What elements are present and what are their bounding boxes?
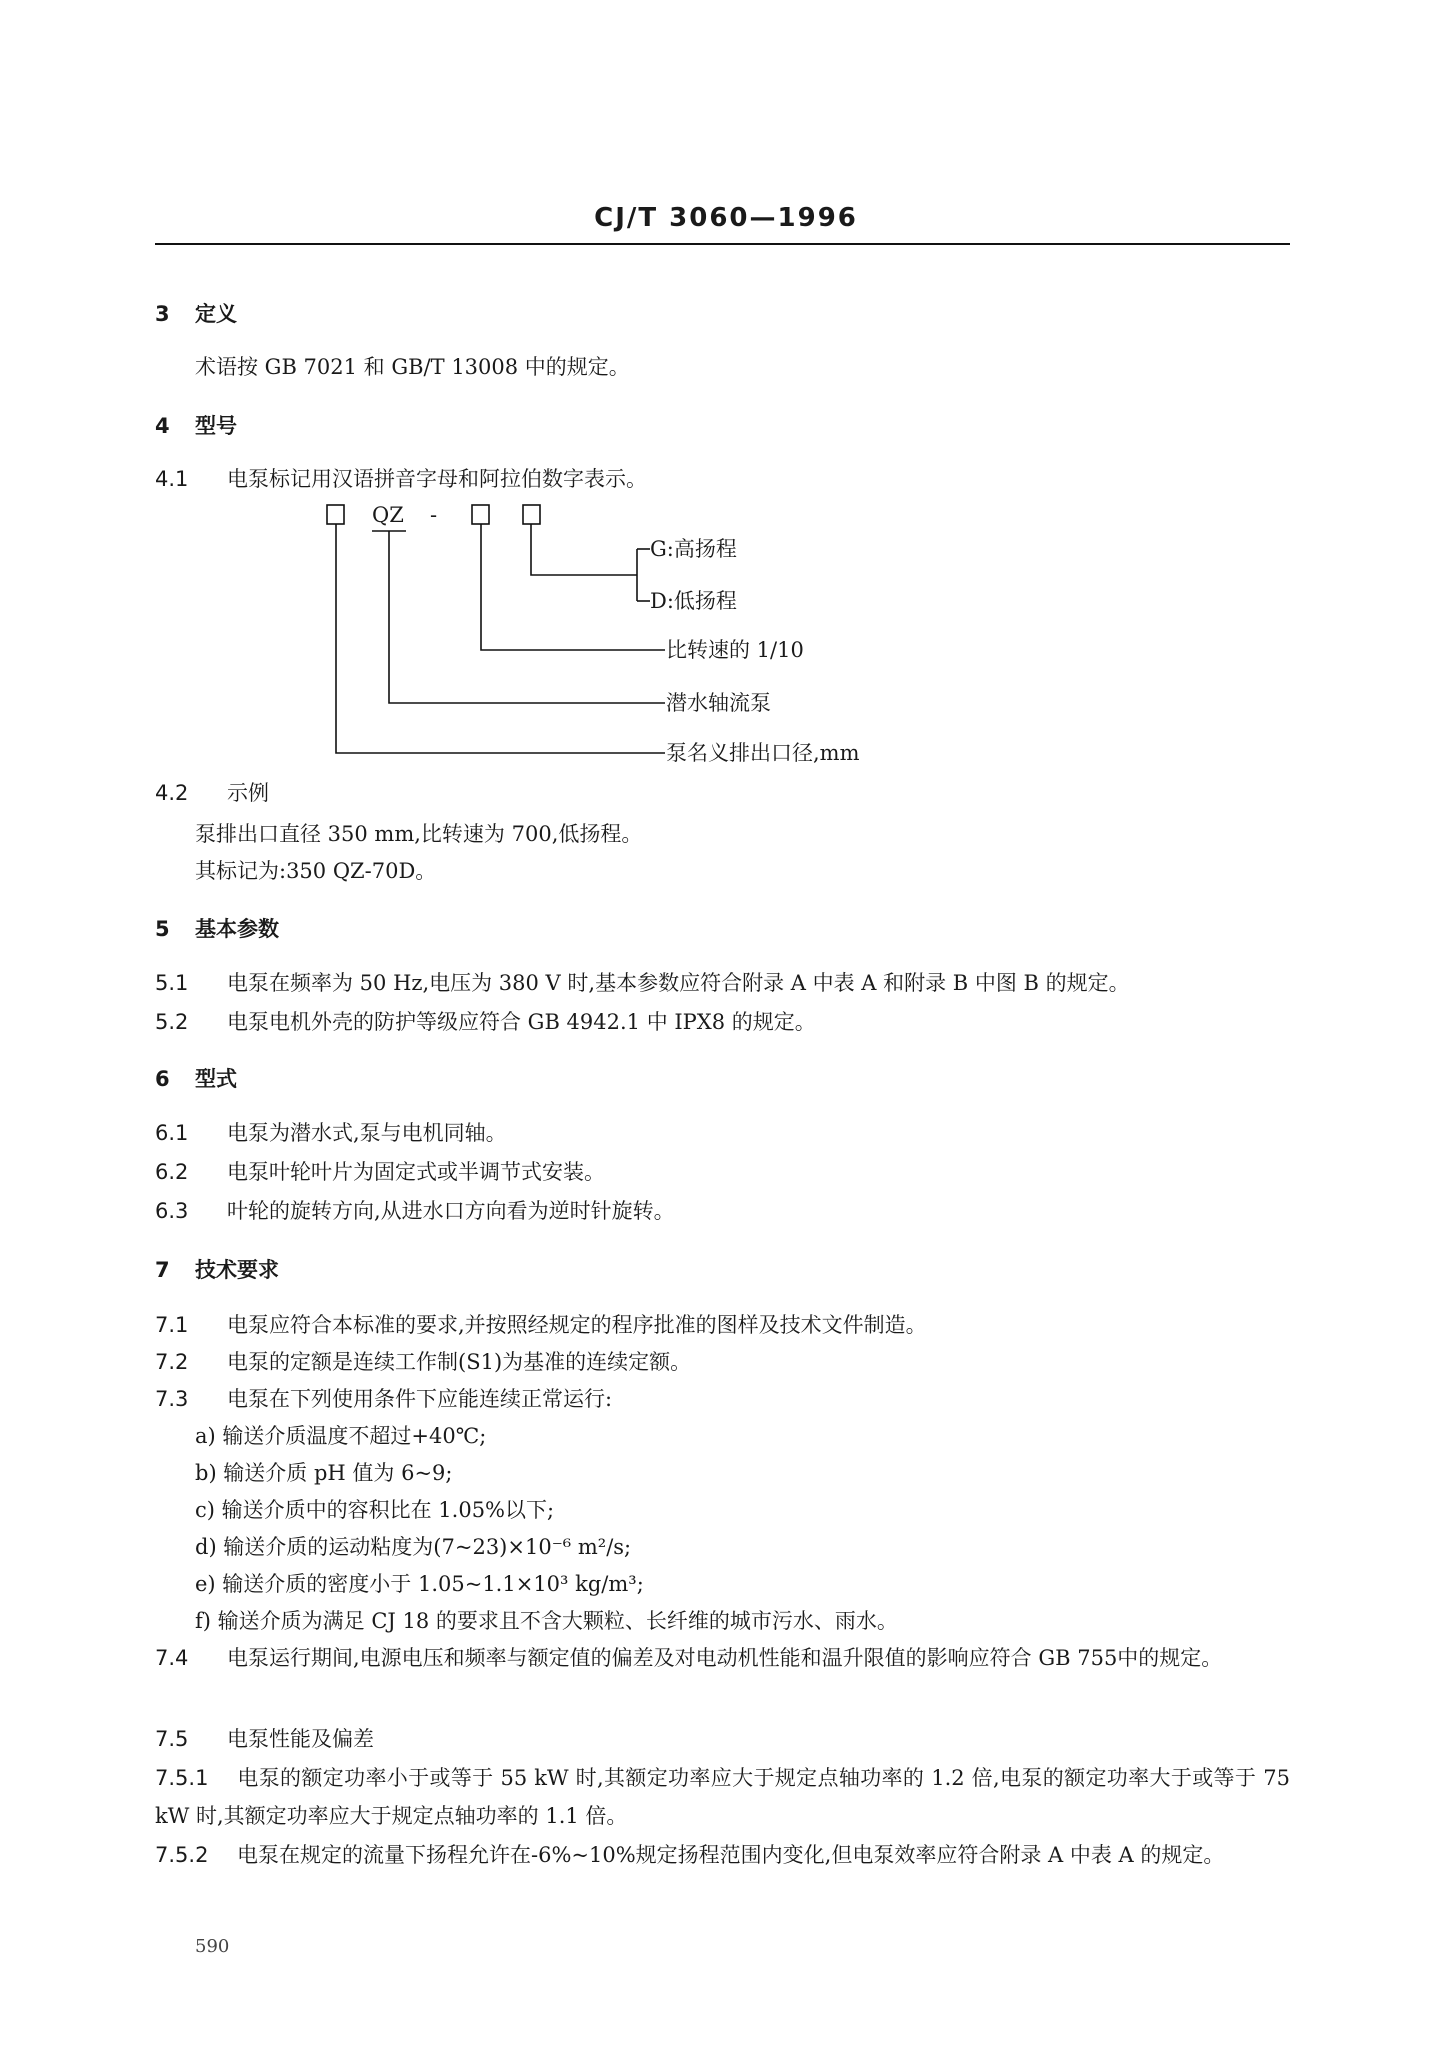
section-title: 定义	[195, 301, 237, 326]
clause-number: 4.1	[155, 467, 189, 491]
section-6-heading	[155, 1063, 237, 1093]
label-high-head: G:高扬程	[650, 537, 737, 561]
clause-text: 电泵叶轮叶片为固定式或半调节式安装。	[227, 1160, 605, 1184]
clause-text: 电泵性能及偏差	[227, 1727, 374, 1751]
clause-text: 电泵标记用汉语拼音字母和阿拉伯数字表示。	[227, 467, 647, 491]
clause-number: 7.4	[155, 1646, 189, 1670]
section-title: 基本参数	[195, 916, 279, 941]
clause-number: 6.2	[155, 1160, 189, 1184]
clause-number: 5.2	[155, 1010, 189, 1034]
clause-5-2	[155, 1006, 816, 1036]
example-line-1: 泵排出口直径 350 mm,比转速为 700,低扬程。	[195, 822, 643, 846]
clause-text: 示例	[227, 781, 269, 805]
clause-text: 电泵电机外壳的防护等级应符合 GB 4942.1 中 IPX8 的规定。	[227, 1010, 816, 1034]
clause-number: 7.5	[155, 1727, 189, 1751]
clause-text: 电泵在下列使用条件下应能连续正常运行:	[227, 1387, 613, 1411]
label-pump-type: 潜水轴流泵	[666, 691, 771, 715]
clause-7-1	[155, 1309, 927, 1339]
section-number: 4	[155, 414, 170, 438]
clause-7-5-1	[155, 1759, 1290, 1835]
leader-type	[389, 531, 665, 703]
section-number: 3	[155, 302, 170, 326]
section-number: 7	[155, 1258, 170, 1282]
list-item: b) 输送介质 pH 值为 6~9;	[195, 1461, 453, 1485]
clause-6-3	[155, 1195, 675, 1225]
clause-number: 5.1	[155, 971, 189, 995]
clause-7-2	[155, 1346, 691, 1376]
clause-number: 6.1	[155, 1121, 189, 1145]
code-box-diameter	[327, 505, 344, 524]
leader-head	[531, 524, 637, 575]
clause-7-5-2	[155, 1836, 1290, 1874]
clause-number: 7.5.1	[155, 1766, 209, 1790]
clause-text: 电泵的定额是连续工作制(S1)为基准的连续定额。	[227, 1350, 692, 1374]
clause-text: 电泵的额定功率小于或等于 55 kW 时,其额定功率应大于规定点轴功率的 1.2 倍,电泵的额定功率大于或等于 75 kW 时,其额定功率应大于规定点轴功率的 1.1 倍。	[155, 1766, 1290, 1828]
code-dash: -	[430, 503, 438, 527]
clause-number: 7.3	[155, 1387, 189, 1411]
clause-number: 7.2	[155, 1350, 189, 1374]
section-3-text: 术语按 GB 7021 和 GB/T 13008 中的规定。	[195, 355, 630, 379]
list-item: a) 输送介质温度不超过+40℃;	[195, 1424, 487, 1448]
section-number: 6	[155, 1067, 170, 1091]
clause-number: 6.3	[155, 1199, 189, 1223]
list-item: f) 输送介质为满足 CJ 18 的要求且不含大颗粒、长纤维的城市污水、雨水。	[195, 1609, 898, 1633]
clause-6-2	[155, 1156, 605, 1186]
list-item: c) 输送介质中的容积比在 1.05%以下;	[195, 1498, 555, 1522]
page-number: 590	[195, 1936, 230, 1957]
label-low-head: D:低扬程	[650, 589, 737, 613]
code-box-speed	[472, 505, 489, 524]
clause-6-1	[155, 1117, 507, 1147]
clause-text: 电泵运行期间,电源电压和频率与额定值的偏差及对电动机性能和温升限值的影响应符合 GB 755中的规定。	[227, 1646, 1223, 1670]
standard-code-header: CJ/T 3060—1996	[594, 203, 858, 233]
clause-7-5	[155, 1723, 374, 1753]
clause-text: 电泵在规定的流量下扬程允许在-6%~10%规定扬程范围内变化,但电泵效率应符合附录 A 中表 A 的规定。	[237, 1843, 1225, 1867]
clause-text: 电泵应符合本标准的要求,并按照经规定的程序批准的图样及技术文件制造。	[227, 1313, 927, 1337]
section-5-heading	[155, 913, 279, 943]
example-line-2: 其标记为:350 QZ-70D。	[195, 859, 437, 883]
label-specific-speed: 比转速的 1/10	[666, 638, 804, 662]
list-item: e) 输送介质的密度小于 1.05~1.1×10³ kg/m³;	[195, 1572, 644, 1596]
clause-number: 7.1	[155, 1313, 189, 1337]
clause-text: 叶轮的旋转方向,从进水口方向看为逆时针旋转。	[227, 1199, 675, 1223]
code-box-head	[523, 505, 540, 524]
clause-text: 电泵为潜水式,泵与电机同轴。	[227, 1121, 507, 1145]
clause-7-4	[155, 1639, 1290, 1677]
clause-text: 电泵在频率为 50 Hz,电压为 380 V 时,基本参数应符合附录 A 中表 A 和附录 B 中图 B 的规定。	[227, 971, 1130, 995]
leader-diameter	[336, 524, 665, 753]
section-title: 技术要求	[195, 1257, 279, 1282]
section-number: 5	[155, 917, 170, 941]
section-title: 型式	[195, 1066, 237, 1091]
clause-number: 7.5.2	[155, 1843, 209, 1867]
clause-5-1	[155, 967, 1130, 997]
clause-7-3	[155, 1383, 612, 1413]
section-title: 型号	[195, 413, 237, 438]
code-qz: QZ	[372, 503, 404, 527]
clause-4-2	[155, 777, 269, 807]
label-outlet-diameter: 泵名义排出口径,mm	[666, 741, 860, 765]
clause-number: 4.2	[155, 781, 189, 805]
list-item: d) 输送介质的运动粘度为(7~23)×10⁻⁶ m²/s;	[195, 1535, 632, 1559]
section-7-heading	[155, 1254, 279, 1284]
